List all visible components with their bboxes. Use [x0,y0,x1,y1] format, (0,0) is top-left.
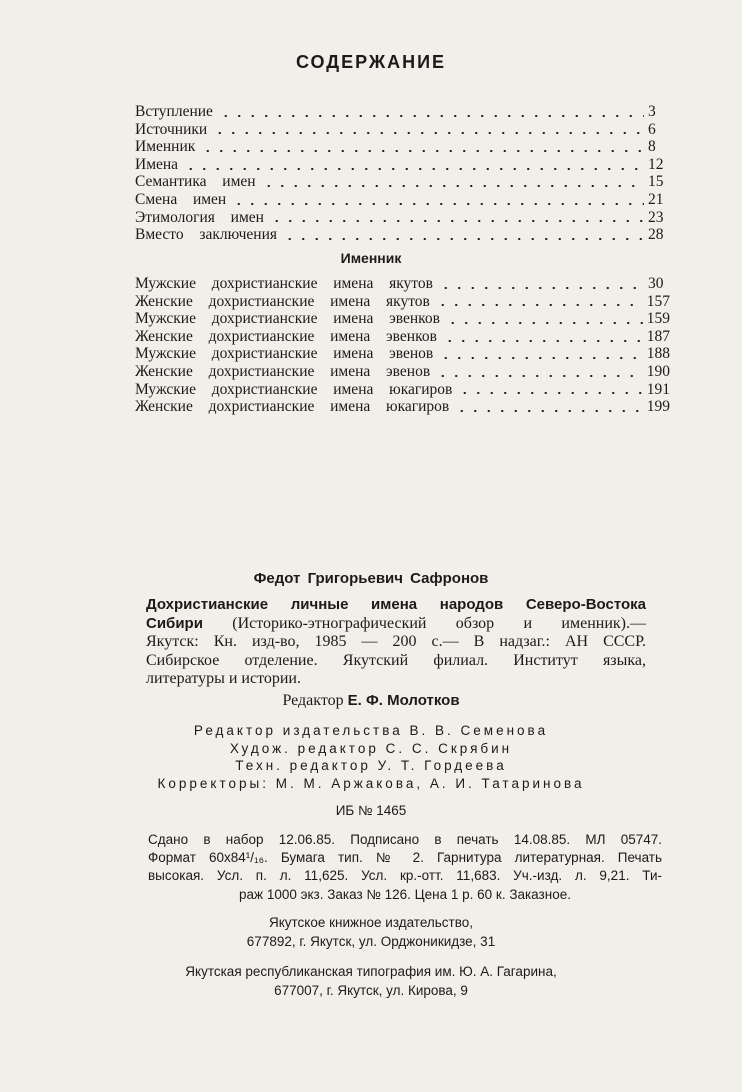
toc-entry-title: Женские дохристианские имена якутов [135,292,430,310]
toc-entry [135,226,670,244]
toc-entry-title: Семантика имен [135,173,256,191]
toc-entry-page: 8 [648,138,656,156]
institution-line: Сибирское отделение. Якутский филиал. Институт языка, [146,651,646,669]
toc-entry-title: Этимология имен [135,208,264,226]
toc-entry [135,398,670,416]
dot-leader [439,287,644,289]
institution-line-end: литературы и истории. [146,670,301,687]
toc-entry-page: 21 [648,190,664,208]
toc-entry [135,310,670,328]
contents-list [135,103,670,244]
toc-entry-page: 199 [646,398,670,416]
printer-address [0,962,742,1000]
dot-leader [213,132,644,134]
toc-entry-title: Мужские дохристианские имена эвенов [135,345,434,363]
dot-leader [436,304,643,306]
toc-entry-title: Мужские дохристианские имена якутов [135,275,433,292]
toc-entry [135,209,670,227]
publisher-address [0,914,742,951]
toc-entry-page: 28 [648,226,664,244]
toc-entry-title: Имена [135,155,179,173]
toc-entry-page: 157 [646,292,670,310]
toc-entry-page: 187 [646,327,670,345]
toc-entry-page: 15 [648,173,664,191]
imprint-line: Якутск: Кн. изд-во, 1985 — 200 с.— В надзаг.: АН СССР. [146,633,646,650]
toc-entry [135,345,670,363]
toc-entry [135,191,670,209]
toc-entry-page: 12 [648,155,664,173]
toc-entry [135,363,670,381]
author-name: Федот Григорьевич Сафронов [253,570,489,587]
bibliographic-abstract [146,596,646,689]
book-title-end: Сибири [146,614,203,632]
book-title-text: Дохристианские личные имена народов Северо-Востока [146,596,646,613]
toc-entry-page: 159 [646,310,670,328]
toc-entry [135,328,670,346]
toc-entry [135,173,670,191]
toc-entry-title: Мужские дохристианские имена эвенков [135,310,440,328]
printer-line: Якутская республиканская типография им. Ю. А. Гагарина, [185,964,557,979]
toc-entry [135,293,670,311]
toc-entry-page: 190 [646,362,670,380]
dot-leader [232,203,644,205]
dot-leader [439,357,643,359]
toc-entry-title: Вместо заключения [135,226,278,244]
toc-entry-title: Женские дохристианские имена эвенов [135,362,431,380]
printer-line: 677007, г. Якутск, ул. Кирова, 9 [274,983,468,998]
dot-leader [201,150,644,152]
dot-leader [184,168,644,170]
toc-entry [135,138,670,156]
namebook-heading: Именник [340,250,402,266]
toc-entry-title: Именник [135,138,196,156]
tech-editor: Техн. редактор У. Т. Гордеева [235,758,507,773]
dot-leader [443,340,643,342]
contents-heading: СОДЕРЖАНИЕ [295,52,447,72]
print-detail-line: Сдано в набор 12.06.85. Подписано в печать 14.08.85. МЛ 05747. [148,832,662,847]
dot-leader [436,375,643,377]
dot-leader [219,115,644,117]
dot-leader [270,220,644,222]
staff-credits [0,722,742,792]
toc-entry-title: Смена имен [135,190,227,208]
toc-entry [135,121,670,139]
toc-entry [135,381,670,399]
toc-entry-page: 3 [648,103,656,120]
art-editor: Худож. редактор С. С. Скрябин [229,740,513,756]
toc-entry-title: Женские дохристианские имена юкагиров [135,398,450,416]
toc-entry-title: Источники [135,120,208,138]
publisher-line: 677892, г. Якутск, ул. Орджоникидзе, 31 [246,933,496,949]
dot-leader [446,322,643,324]
editor-prefix: Редактор [282,692,344,709]
book-title [146,596,646,615]
print-detail-line: высокая. Усл. п. л. 11,625. Усл. кр.-отт. 11,683. Уч.-изд. л. 9,21. Ти- [148,868,662,884]
publisher-line: Якутское книжное издательство, [268,915,474,930]
print-detail-line: раж 1000 экз. Заказ № 126. Цена 1 р. 60 к. Заказное. [239,886,571,902]
toc-entry-title: Мужские дохристианские имена юкагиров [135,380,453,398]
toc-entry [135,275,670,293]
toc-entry-page: 188 [646,345,670,363]
toc-entry-page: 30 [648,275,664,292]
toc-entry [135,156,670,174]
toc-entry-title: Женские дохристианские имена эвенков [135,327,437,345]
book-subtitle-line [146,615,646,634]
toc-entry-page: 191 [646,380,670,398]
dot-leader [455,410,643,412]
dot-leader [283,238,644,240]
toc-entry [135,103,670,121]
print-detail-line: Формат 60х84¹/₁₆. Бумага тип. № 2. Гарнитура литературная. Печать [148,850,662,866]
dot-leader [458,392,642,394]
toc-entry-page: 6 [648,120,656,138]
toc-entry-title: Вступление [135,103,213,120]
editor-line [0,692,742,710]
publishing-editor: Редактор издательства В. В. Семенова [193,723,549,738]
toc-entry-page: 23 [648,208,664,226]
book-subtitle: (Историко-этнографический обзор и именник).— [232,614,646,632]
namebook-list [135,275,670,416]
dot-leader [262,185,644,187]
editor-name: Е. Ф. Молотков [347,692,460,709]
proofreaders: Корректоры: М. М. Аржакова, А. И. Татаринова [157,775,585,791]
ib-number: ИБ № 1465 [335,803,407,818]
print-details [148,831,662,904]
